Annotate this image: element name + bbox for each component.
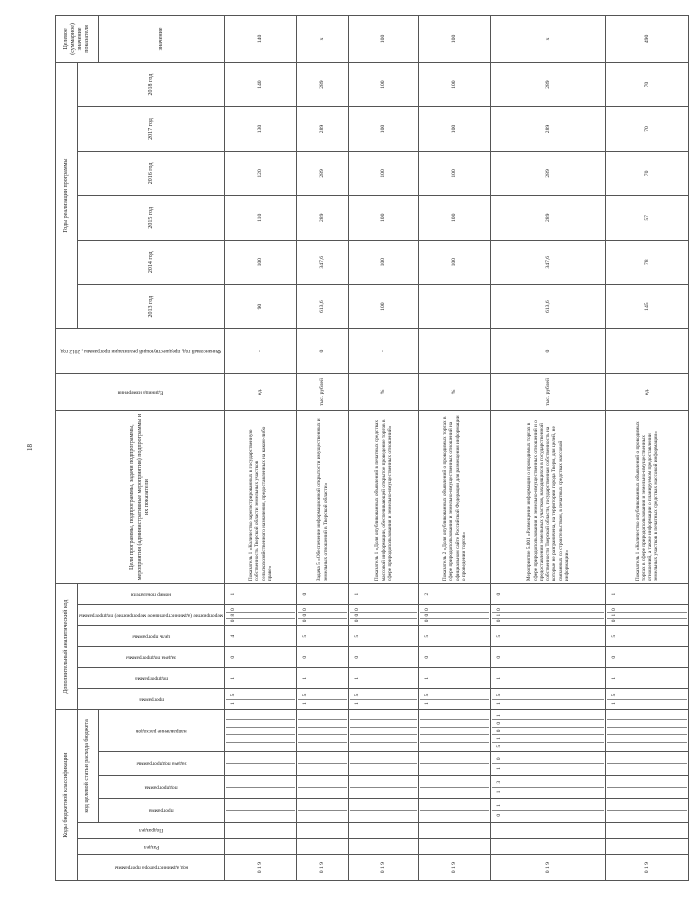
article-digit bbox=[607, 787, 687, 797]
article-digit bbox=[226, 727, 295, 735]
section-cell bbox=[349, 838, 419, 854]
additional-code-cell bbox=[297, 668, 349, 689]
year-value-cell: 100 bbox=[419, 240, 491, 284]
article-digit bbox=[350, 727, 417, 735]
goal-text: Показатель 1 «Доля опубликованных объявлений в печатных средствах массовой информации, обеспечивающей открытое проведение торгов в сфере природопользования и земельно-имущественных отношений» bbox=[349, 411, 419, 584]
additional-digit: 1 bbox=[302, 676, 309, 680]
article-code-cell bbox=[225, 799, 297, 822]
year-value-cell: 100 bbox=[419, 196, 491, 240]
header-budget-codes: Коды бюджетной классификации bbox=[56, 710, 78, 881]
header-add-measure: мероприятие (административное мероприятие) подпрограммы bbox=[78, 605, 225, 626]
article-digit bbox=[350, 754, 417, 763]
article-digit bbox=[350, 734, 417, 742]
article-digit bbox=[607, 754, 687, 763]
additional-digit: 0 bbox=[350, 612, 417, 618]
header-subprogram: подпрограмма bbox=[98, 775, 225, 798]
article-digit bbox=[420, 778, 489, 787]
article-code-cell bbox=[297, 710, 349, 752]
header-admin-code: код администратора программы bbox=[78, 855, 225, 881]
header-year-2016: 2016 год bbox=[78, 151, 225, 195]
additional-code-cell bbox=[225, 626, 297, 647]
additional-digit: 0 bbox=[496, 655, 503, 659]
year-value-cell: 289 bbox=[297, 151, 349, 195]
table-row bbox=[297, 16, 349, 881]
target-value-cell: 100 bbox=[419, 16, 491, 63]
article-digit: 1 bbox=[496, 804, 503, 807]
additional-digit: 8 bbox=[226, 612, 295, 618]
additional-digit: 5 bbox=[496, 634, 503, 638]
header-add-subprogram: подпрограмма bbox=[78, 668, 225, 689]
year-value-cell: 100 bbox=[419, 107, 491, 151]
year-value-cell: 90 bbox=[225, 284, 297, 328]
additional-digit: 0 bbox=[611, 608, 618, 611]
subsection-cell bbox=[349, 822, 419, 838]
article-digit bbox=[226, 719, 295, 727]
additional-code-cell bbox=[419, 584, 491, 605]
article-code-cell bbox=[349, 752, 419, 775]
subsection-cell bbox=[419, 822, 491, 838]
article-code-cell bbox=[606, 752, 689, 775]
additional-digit: 5 bbox=[354, 693, 361, 697]
article-code-cell bbox=[349, 775, 419, 798]
additional-code-cell bbox=[606, 668, 689, 689]
article-code-cell bbox=[225, 710, 297, 752]
goal-text: Задача 5 «Обеспечение информационной открытости имущественных и земельных отношений в Тверской области» bbox=[297, 411, 349, 584]
article-code-cell bbox=[349, 799, 419, 822]
article-code-cell bbox=[419, 775, 491, 798]
additional-digit: 0 bbox=[611, 655, 618, 659]
admin-code-cell: 0 1 9 bbox=[297, 855, 349, 881]
additional-digit: 0 bbox=[496, 608, 503, 611]
year-value-cell: 78 bbox=[606, 240, 689, 284]
section-cell bbox=[297, 838, 349, 854]
article-digit bbox=[350, 801, 417, 810]
year-value-cell: 289 bbox=[297, 107, 349, 151]
article-digit: 0 bbox=[492, 719, 604, 727]
article-code-cell bbox=[297, 799, 349, 822]
article-digit bbox=[420, 754, 489, 763]
subsection-cell bbox=[606, 822, 689, 838]
article-digit bbox=[226, 801, 295, 810]
article-digit bbox=[607, 810, 687, 820]
article-digit bbox=[350, 778, 417, 787]
additional-code-cell bbox=[419, 647, 491, 668]
additional-code-cell bbox=[225, 668, 297, 689]
article-digit: 5 bbox=[492, 742, 604, 750]
admin-code-cell: 0 1 9 bbox=[225, 855, 297, 881]
subsection-cell bbox=[297, 822, 349, 838]
additional-digit: 0 bbox=[492, 618, 604, 624]
additional-code-cell bbox=[297, 647, 349, 668]
additional-code-cell bbox=[349, 689, 419, 710]
year-value-cell: 289 bbox=[491, 151, 606, 195]
article-digit bbox=[607, 778, 687, 787]
additional-code-cell bbox=[419, 605, 491, 626]
header-unit: Единица измерения bbox=[56, 373, 225, 410]
article-code-cell bbox=[419, 710, 491, 752]
additional-code-cell bbox=[419, 668, 491, 689]
additional-digit: 1 bbox=[611, 676, 618, 680]
additional-digit: 1 bbox=[492, 612, 604, 618]
article-digit bbox=[607, 801, 687, 810]
additional-digit: 1 bbox=[420, 699, 489, 708]
additional-digit: 1 bbox=[230, 676, 237, 680]
fin-year-cell: 0 bbox=[491, 329, 606, 373]
additional-digit: 1 bbox=[424, 676, 431, 680]
article-digit bbox=[350, 719, 417, 727]
additional-digit: 5 bbox=[302, 693, 309, 697]
additional-digit: 5 bbox=[424, 693, 431, 697]
article-digit bbox=[607, 712, 687, 719]
article-digit bbox=[350, 787, 417, 797]
additional-digit: 0 bbox=[354, 608, 361, 611]
header-value: значение bbox=[98, 16, 225, 63]
article-digit bbox=[607, 742, 687, 750]
admin-code-cell: 0 1 9 bbox=[419, 855, 491, 881]
article-digit bbox=[420, 810, 489, 820]
additional-digit: 5 bbox=[496, 693, 503, 697]
year-value-cell: 289 bbox=[491, 107, 606, 151]
additional-digit: 0 bbox=[496, 592, 503, 596]
article-code-cell bbox=[297, 775, 349, 798]
additional-code-cell bbox=[225, 605, 297, 626]
header-add-task: задача подпрограммы bbox=[78, 647, 225, 668]
additional-code-cell bbox=[225, 584, 297, 605]
header-subsection: Подраздел bbox=[78, 822, 225, 838]
article-digit bbox=[607, 734, 687, 742]
article-digit bbox=[226, 742, 295, 750]
year-value-cell: 289 bbox=[297, 196, 349, 240]
article-digit bbox=[420, 712, 489, 719]
header-year-2015: 2015 год bbox=[78, 196, 225, 240]
article-digit bbox=[420, 719, 489, 727]
article-digit bbox=[298, 734, 347, 742]
additional-code-cell bbox=[349, 605, 419, 626]
rotated-page bbox=[55, 15, 660, 881]
year-value-cell: 100 bbox=[349, 151, 419, 195]
target-value-cell: х bbox=[491, 16, 606, 63]
year-value-cell: 130 bbox=[225, 107, 297, 151]
additional-digit: 1 bbox=[607, 612, 687, 618]
article-digit bbox=[226, 787, 295, 797]
article-code-cell bbox=[349, 710, 419, 752]
article-code-cell bbox=[491, 752, 606, 775]
additional-digit: 1 bbox=[354, 676, 361, 680]
header-year-2013: 2013 год bbox=[78, 284, 225, 328]
unit-cell: % bbox=[349, 373, 419, 410]
admin-code-cell: 0 1 9 bbox=[606, 855, 689, 881]
article-digit: 0 bbox=[492, 727, 604, 735]
additional-digit: 5 bbox=[230, 693, 237, 697]
article-digit bbox=[226, 778, 295, 787]
additional-digit: 5 bbox=[302, 634, 309, 638]
year-value-cell: 100 bbox=[419, 62, 491, 106]
unit-cell: тыс. рублей bbox=[491, 373, 606, 410]
year-value-cell: 347,6 bbox=[297, 240, 349, 284]
subsection-cell bbox=[491, 822, 606, 838]
year-value-cell: 100 bbox=[349, 240, 419, 284]
admin-code-cell: 0 1 9 bbox=[349, 855, 419, 881]
additional-code-cell bbox=[419, 626, 491, 647]
article-digit bbox=[298, 742, 347, 750]
header-article-code: код целевой статьи расхода бюджета bbox=[78, 710, 99, 822]
fin-year-cell: - bbox=[225, 329, 297, 373]
article-digit bbox=[350, 742, 417, 750]
article-digit bbox=[420, 727, 489, 735]
article-digit: 1 bbox=[492, 763, 604, 773]
article-digit bbox=[420, 734, 489, 742]
target-value-cell: х bbox=[297, 16, 349, 63]
year-value-cell: 100 bbox=[349, 284, 419, 328]
article-digit: 0 bbox=[492, 810, 604, 820]
year-value-cell: 70 bbox=[606, 107, 689, 151]
additional-code-cell bbox=[297, 584, 349, 605]
header-additional-code: Дополнительный аналитический код bbox=[56, 584, 78, 710]
header-add-program: программа bbox=[78, 689, 225, 710]
target-value-cell: 490 bbox=[606, 16, 689, 63]
year-value-cell: 100 bbox=[349, 62, 419, 106]
additional-code-cell bbox=[297, 605, 349, 626]
header-year-2018: 2018 год bbox=[78, 62, 225, 106]
additional-code-cell bbox=[606, 647, 689, 668]
additional-digit: 0 bbox=[230, 655, 237, 659]
article-code-cell bbox=[419, 799, 491, 822]
unit-cell: ед. bbox=[606, 373, 689, 410]
year-value-cell: 140 bbox=[225, 62, 297, 106]
additional-code-cell bbox=[491, 689, 606, 710]
fin-year-cell bbox=[606, 329, 689, 373]
article-digit bbox=[298, 712, 347, 719]
additional-code-cell bbox=[419, 689, 491, 710]
table-row bbox=[349, 16, 419, 881]
article-code-cell bbox=[491, 799, 606, 822]
article-digit bbox=[607, 727, 687, 735]
article-digit: 1 bbox=[492, 734, 604, 742]
year-value-cell: 145 bbox=[606, 284, 689, 328]
additional-digit: 1 bbox=[226, 699, 295, 708]
additional-code-cell bbox=[491, 626, 606, 647]
year-value-cell: 70 bbox=[606, 151, 689, 195]
additional-digit: 1 bbox=[492, 699, 604, 708]
section-cell bbox=[419, 838, 491, 854]
additional-digit: 1 bbox=[230, 592, 237, 596]
year-value-cell: 289 bbox=[491, 62, 606, 106]
article-digit bbox=[298, 719, 347, 727]
unit-cell: тыс. рублей bbox=[297, 373, 349, 410]
article-digit bbox=[298, 727, 347, 735]
year-value-cell: 613,6 bbox=[297, 284, 349, 328]
article-digit bbox=[350, 712, 417, 719]
year-value-cell: 100 bbox=[419, 151, 491, 195]
additional-code-cell bbox=[225, 689, 297, 710]
admin-code-cell: 0 1 9 bbox=[491, 855, 606, 881]
article-digit: 0 bbox=[496, 757, 503, 761]
additional-code-cell bbox=[349, 626, 419, 647]
target-value-cell: 140 bbox=[225, 16, 297, 63]
section-cell bbox=[606, 838, 689, 854]
additional-digit: 1 bbox=[496, 676, 503, 680]
article-code-cell bbox=[297, 752, 349, 775]
additional-code-cell bbox=[349, 647, 419, 668]
table-row bbox=[606, 16, 689, 881]
header-add-indicator: номер показателя bbox=[78, 584, 225, 605]
additional-code-cell bbox=[225, 647, 297, 668]
additional-digit: 0 bbox=[354, 655, 361, 659]
additional-code-cell bbox=[491, 584, 606, 605]
additional-digit: 0 bbox=[302, 592, 309, 596]
goal-text: Показатель 1 «Количество опубликованных объявлений о проводимых торгах в сфере природопользования и земельно-имущественных отношений, а также информации о планируемом предоставлении земельных участков в печатных средствах массовой информации» bbox=[606, 411, 689, 584]
year-value-cell: 100 bbox=[349, 107, 419, 151]
program-table bbox=[55, 15, 689, 881]
article-digit bbox=[298, 787, 347, 797]
additional-digit: 5 bbox=[611, 693, 618, 697]
article-code-cell bbox=[225, 752, 297, 775]
additional-code-cell bbox=[297, 689, 349, 710]
additional-code-cell bbox=[297, 626, 349, 647]
year-value-cell: 57 bbox=[606, 196, 689, 240]
table-row bbox=[419, 16, 491, 881]
additional-digit: 0 bbox=[420, 612, 489, 618]
article-digit bbox=[226, 734, 295, 742]
additional-digit: 5 bbox=[611, 634, 618, 638]
table-row bbox=[225, 16, 297, 881]
article-digit bbox=[420, 763, 489, 773]
article-code-cell bbox=[606, 710, 689, 752]
article-digit bbox=[226, 754, 295, 763]
additional-digit: 0 bbox=[302, 655, 309, 659]
article-digit bbox=[226, 810, 295, 820]
article-digit bbox=[226, 763, 295, 773]
additional-code-cell bbox=[606, 605, 689, 626]
additional-digit: 0 bbox=[420, 618, 489, 624]
year-value-cell: 100 bbox=[225, 240, 297, 284]
additional-digit: 0 bbox=[302, 608, 309, 611]
article-digit bbox=[420, 801, 489, 810]
header-program: программа bbox=[98, 799, 225, 822]
section-cell bbox=[225, 838, 297, 854]
additional-digit: 1 bbox=[350, 699, 417, 708]
article-digit bbox=[298, 801, 347, 810]
additional-digit: 0 bbox=[298, 612, 347, 618]
additional-digit: 1 bbox=[607, 699, 687, 708]
unit-cell: % bbox=[419, 373, 491, 410]
year-value-cell: 347,6 bbox=[491, 240, 606, 284]
subsection-cell bbox=[225, 822, 297, 838]
unit-cell: ед. bbox=[225, 373, 297, 410]
additional-code-cell bbox=[491, 605, 606, 626]
year-value-cell: 289 bbox=[297, 62, 349, 106]
article-digit bbox=[350, 810, 417, 820]
article-digit: 1 bbox=[496, 714, 503, 717]
header-goals: Цели программы, подпрограммы, задачи подпрограммы, мероприятия (административные мероприятия) подпрограммы и их показатели bbox=[56, 411, 225, 584]
header-year-2017: 2017 год bbox=[78, 107, 225, 151]
article-digit bbox=[298, 778, 347, 787]
fin-year-cell: - bbox=[349, 329, 419, 373]
header-expense-direction: направление расходов bbox=[98, 710, 225, 752]
additional-code-cell bbox=[491, 668, 606, 689]
article-code-cell bbox=[606, 775, 689, 798]
additional-digit: 0 bbox=[230, 608, 237, 611]
additional-digit: 1 bbox=[611, 592, 618, 596]
additional-digit: 0 bbox=[424, 655, 431, 659]
header-section: Раздел bbox=[78, 838, 225, 854]
article-code-cell bbox=[225, 775, 297, 798]
additional-code-cell bbox=[606, 689, 689, 710]
additional-digit: 1 bbox=[354, 592, 361, 596]
article-digit bbox=[420, 787, 489, 797]
additional-code-cell bbox=[349, 584, 419, 605]
year-value-cell: 110 bbox=[225, 196, 297, 240]
goal-text: Показатель 2 «Доля опубликованных объявлений о проводимых торгах в сфере природопользования и земельно-имущественных отношений на официальном сайте Российской Федерации для размещения информации о проведении торгов» bbox=[419, 411, 491, 584]
article-digit: 3 bbox=[496, 780, 503, 784]
table-row bbox=[491, 16, 606, 881]
article-code-cell bbox=[606, 799, 689, 822]
year-value-cell bbox=[419, 284, 491, 328]
additional-code-cell bbox=[606, 584, 689, 605]
year-value-cell: 613,6 bbox=[491, 284, 606, 328]
header-subprogram-task: задача подпрограммы bbox=[98, 752, 225, 775]
year-value-cell: 289 bbox=[491, 196, 606, 240]
article-digit bbox=[226, 712, 295, 719]
year-value-cell: 70 bbox=[606, 62, 689, 106]
header-fin-year: Финансовый год, предшествующий реализации программы , 2012 год bbox=[56, 329, 225, 373]
header-target: Целевое (суммарное) значение показателя bbox=[56, 16, 99, 63]
goal-text: Мероприятие 5.001 «Размещение информации о проводимых торгах в сфере природопользования и земельно-имущественных отношений и о предоставлении земельных участков, находящихся в государственной собственности Тверской области, государственная собственность на которые не разграничена, на территории города Твери, для целей, не связанных со строительством, в печатных средствах массовой информации» bbox=[491, 411, 606, 584]
article-code-cell bbox=[419, 752, 491, 775]
additional-digit: 2 bbox=[424, 592, 431, 596]
additional-digit: 0 bbox=[350, 618, 417, 624]
target-value-cell: 100 bbox=[349, 16, 419, 63]
header-year-2014: 2014 год bbox=[78, 240, 225, 284]
additional-code-cell bbox=[349, 668, 419, 689]
header-years-impl: Годы реализации программы bbox=[56, 62, 78, 328]
additional-digit: 5 bbox=[424, 634, 431, 638]
article-code-cell bbox=[491, 710, 606, 752]
article-digit bbox=[607, 719, 687, 727]
additional-digit: 0 bbox=[226, 618, 295, 624]
article-digit bbox=[420, 742, 489, 750]
page-number: 18 bbox=[26, 444, 34, 451]
article-digit bbox=[298, 754, 347, 763]
additional-code-cell bbox=[491, 647, 606, 668]
article-digit bbox=[298, 763, 347, 773]
goal-text: Показатель 1 «Количество зарегистрированных в государственную собственность Тверской области земельных участков сельскохозяйственного назначения, предоставленных на каком-либо праве» bbox=[225, 411, 297, 584]
fin-year-cell bbox=[419, 329, 491, 373]
article-digit: 1 bbox=[492, 787, 604, 797]
additional-digit: 0 bbox=[607, 618, 687, 624]
additional-digit: 5 bbox=[354, 634, 361, 638]
section-cell bbox=[491, 838, 606, 854]
additional-digit: 0 bbox=[298, 618, 347, 624]
article-digit bbox=[298, 810, 347, 820]
additional-digit: 0 bbox=[424, 608, 431, 611]
year-value-cell: 100 bbox=[349, 196, 419, 240]
additional-digit: 4 bbox=[230, 634, 237, 638]
article-digit bbox=[350, 763, 417, 773]
additional-digit: 1 bbox=[298, 699, 347, 708]
header-add-goal: цель программы bbox=[78, 626, 225, 647]
article-digit bbox=[607, 763, 687, 773]
year-value-cell: 120 bbox=[225, 151, 297, 195]
additional-code-cell bbox=[606, 626, 689, 647]
article-code-cell bbox=[491, 775, 606, 798]
fin-year-cell: 0 bbox=[297, 329, 349, 373]
